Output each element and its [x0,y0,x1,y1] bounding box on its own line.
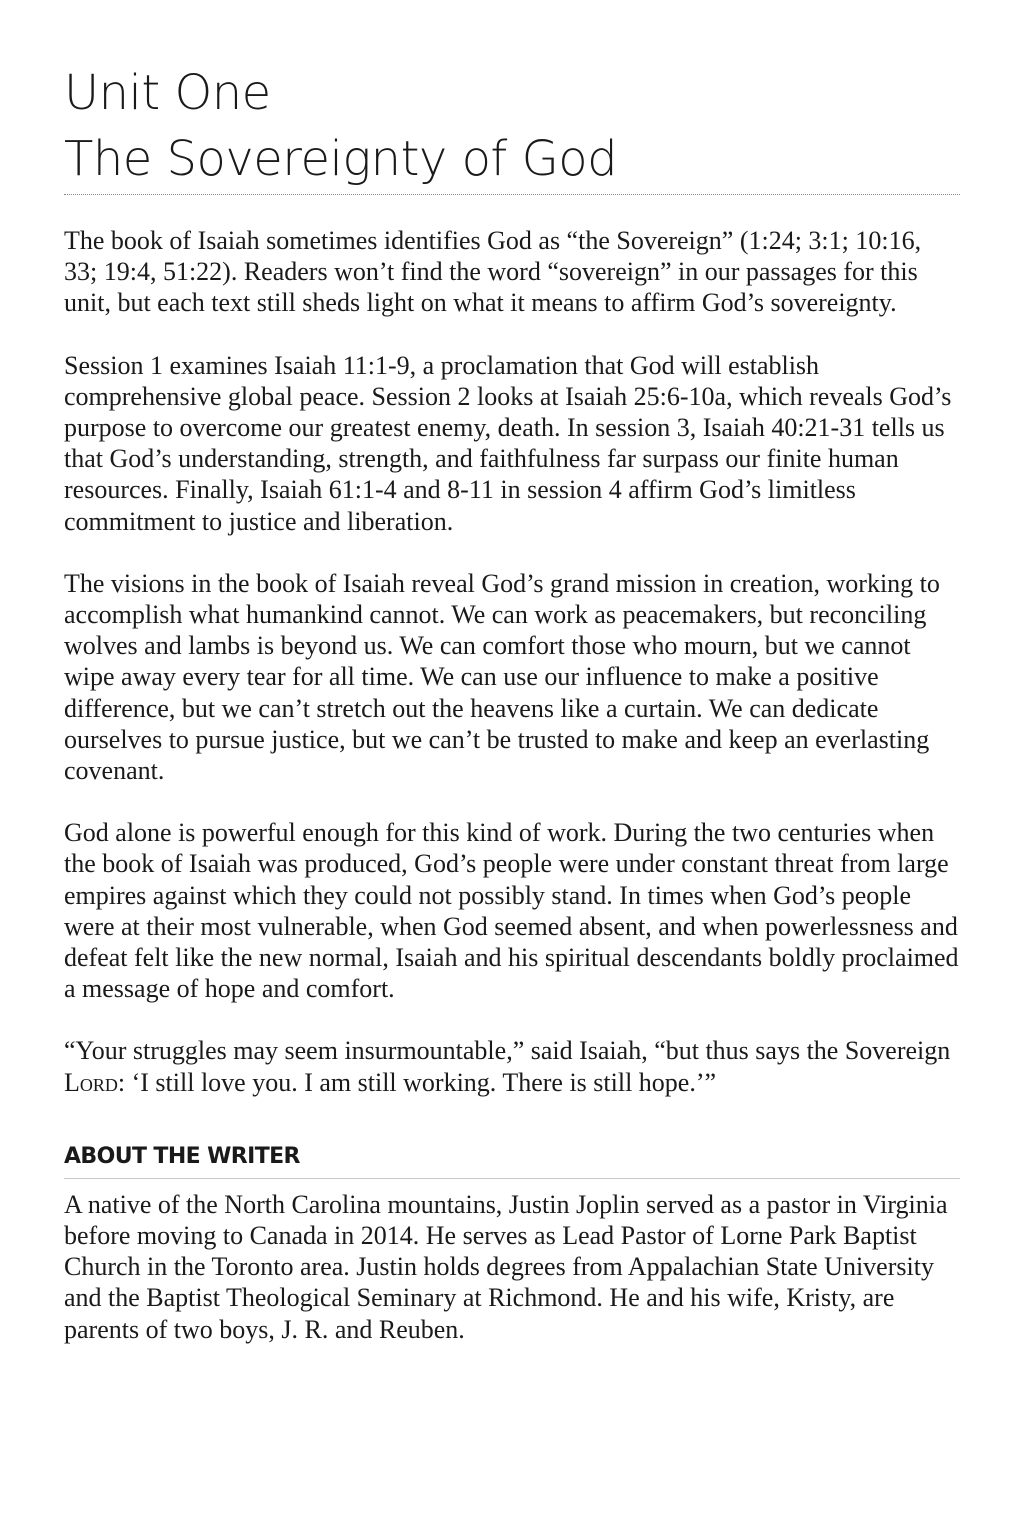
about-writer-heading: ABOUT THE WRITER [64,1142,960,1179]
intro-paragraph: The book of Isaiah sometimes identifies God as “the Sovereign” (1:24; 3:1; 10:16, 33; 19:4, 51:22). Readers won’t find the word “sovereign” in our passages for this unit, but each text still sheds light on what it means to affirm God’s sovereignty. [64,226,922,318]
god-alone-paragraph: God alone is powerful enough for this kind of work. During the two centuries when the book of Isaiah was produced, God’s people were under constant threat from large empires against which they could not possibly stand. In times when God’s people were at their most vulnerable, when God seemed absent, and when powerlessness and defeat felt like the new normal, Isaiah and his spiritual descendants boldly proclaimed a message of hope and comfort. [64,818,959,1004]
quote-text-start: “Your struggles may seem insurmountable,” said Isaiah, “but thus says the Sovereign [64,1036,951,1066]
title-line-1: Unit One [64,65,271,121]
title-line-2: The Sovereignty of God [64,131,618,187]
page-title [64,60,960,195]
about-writer-paragraph: A native of the North Carolina mountains, Justin Joplin served as a pastor in Virginia before moving to Canada in 2014. He serves as Lead Pastor of Lorne Park Baptist Church in the Toronto area. Justin holds degrees from Appalachian State University and the Baptist Theological Seminary at Richmond. He and his wife, Kristy, are parents of two boys, J. R. and Reuben. [64,1189,948,1344]
visions-paragraph: The visions in the book of Isaiah reveal God’s grand mission in creation, working to accomplish what humankind cannot. We can work as peacemakers, but reconciling wolves and lambs is beyond us. We can comfort those who mourn, but we cannot wipe away every tear for all time. We can use our influence to make a positive difference, but we can’t stretch out the heavens like a curtain. We can dedicate ourselves to pursue justice, but we can’t be trusted to make and keep an everlasting covenant. [64,568,940,786]
quote-lord: Lord [64,1067,118,1097]
page-content [64,60,960,1345]
quote-text-end: : ‘I still love you. I am still working. There is still hope.’” [117,1067,717,1097]
sessions-paragraph: Session 1 examines Isaiah 11:1-9, a proclamation that God will establish comprehensive global peace. Session 2 looks at Isaiah 25:6-10a, which reveals God’s purpose to overcome our greatest enemy, death. In session 3, Isaiah 40:21-31 tells us that God’s understanding, strength, and faithfulness far surpass our finite human resources. Finally, Isaiah 61:1-4 and 8-11 in session 4 affirm God’s limitless commitment to justice and liberation. [64,350,952,536]
quote-paragraph [64,1035,960,1097]
